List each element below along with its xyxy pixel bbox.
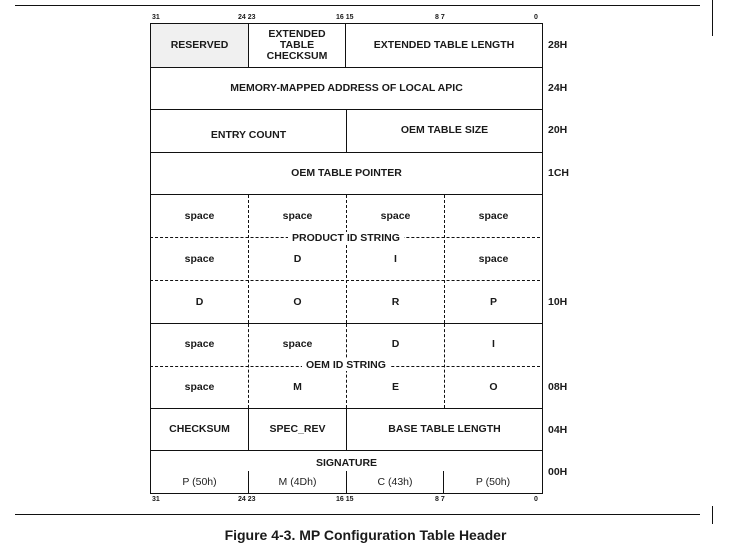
right-margin-rule-bottom — [712, 506, 713, 524]
field-extended-table-length: EXTENDED TABLE LENGTH — [373, 39, 515, 51]
row-border — [150, 450, 542, 451]
product-byte: space — [184, 252, 215, 265]
product-byte: I — [394, 252, 397, 265]
offset-04h: 04H — [548, 424, 568, 436]
product-byte: D — [195, 295, 204, 308]
offset-08h: 08H — [548, 381, 568, 393]
oem-byte: O — [489, 380, 498, 393]
field-local-apic-address: MEMORY-MAPPED ADDRESS OF LOCAL APIC — [230, 82, 463, 94]
oem-byte: I — [492, 337, 495, 350]
bit-label-0-bottom: 0 — [534, 496, 538, 503]
product-byte: P — [489, 295, 497, 308]
product-id-string-label: PRODUCT ID STRING — [288, 232, 404, 244]
oem-byte: space — [184, 380, 215, 393]
product-byte: O — [293, 295, 302, 308]
product-byte: D — [293, 252, 302, 265]
offset-00h: 00H — [548, 466, 568, 478]
field-oem-table-size: OEM TABLE SIZE — [400, 123, 489, 136]
product-byte: space — [282, 209, 313, 222]
field-reserved: RESERVED — [170, 39, 229, 51]
offset-28h: 28H — [548, 39, 568, 51]
field-extended-table-checksum: EXTENDED TABLE CHECKSUM — [266, 28, 328, 62]
dashed-separator — [150, 280, 540, 281]
offset-24h: 24H — [548, 82, 568, 94]
oem-byte: E — [391, 380, 399, 393]
right-margin-rule — [712, 0, 713, 36]
bit-label-8-7: 8 7 — [435, 14, 445, 21]
bit-label-16-15-bottom: 16 15 — [336, 496, 354, 503]
bit-label-31-bottom: 31 — [152, 496, 160, 503]
bit-label-8-7-bottom: 8 7 — [435, 496, 445, 503]
field-spec-rev: SPEC_REV — [269, 423, 326, 435]
bit-label-16-15: 16 15 — [336, 14, 354, 21]
bit-label-24-23: 24 23 — [238, 14, 256, 21]
bit-label-31: 31 — [152, 14, 160, 21]
product-byte: space — [184, 209, 215, 222]
product-byte: space — [478, 252, 509, 265]
oem-byte: M — [293, 380, 302, 393]
field-base-table-length: BASE TABLE LENGTH — [388, 423, 501, 435]
bit-label-0: 0 — [534, 14, 538, 21]
product-byte: R — [391, 295, 400, 308]
bit-label-24-23-bottom: 24 23 — [238, 496, 256, 503]
product-byte: space — [478, 209, 509, 222]
signature-label: SIGNATURE — [315, 456, 378, 469]
product-byte: space — [380, 209, 411, 222]
field-oem-table-pointer: OEM TABLE POINTER — [291, 167, 402, 179]
field-entry-count: ENTRY COUNT — [210, 128, 287, 141]
oem-id-string-label: OEM ID STRING — [302, 359, 390, 371]
bottom-rule — [15, 514, 700, 515]
oem-byte: space — [282, 337, 313, 350]
signature-byte-c: C (43h) — [377, 475, 413, 488]
oem-byte: D — [391, 337, 400, 350]
oem-byte: space — [184, 337, 215, 350]
signature-byte-p2: P (50h) — [475, 475, 511, 488]
top-rule — [15, 5, 700, 6]
signature-byte-p: P (50h) — [182, 475, 217, 488]
signature-byte-m: M (4Dh) — [278, 475, 317, 488]
figure-caption: Figure 4-3. MP Configuration Table Header — [224, 527, 507, 543]
offset-20h: 20H — [548, 124, 568, 136]
offset-10h: 10H — [548, 296, 568, 308]
field-checksum: CHECKSUM — [169, 423, 230, 435]
offset-1ch: 1CH — [548, 167, 570, 179]
